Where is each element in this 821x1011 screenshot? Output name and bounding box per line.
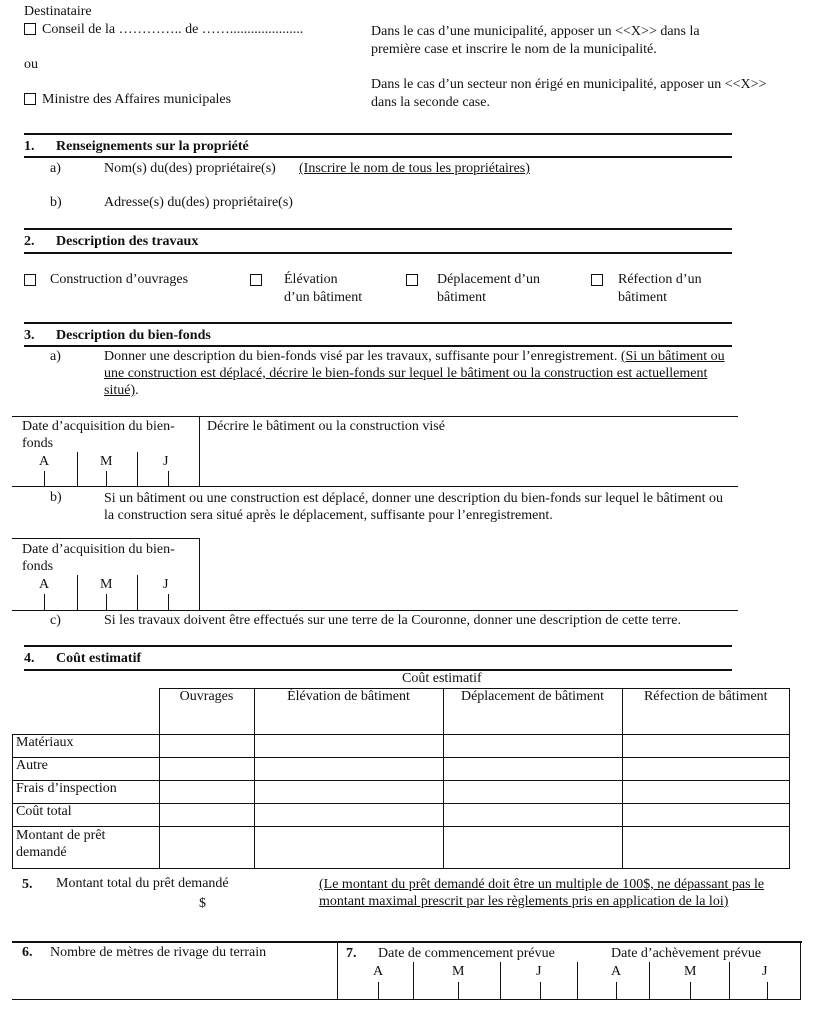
section-4-top-rule [24, 645, 732, 647]
start-tick-m [458, 982, 459, 1000]
end-tick-a [616, 982, 617, 1000]
cost-cell[interactable] [622, 735, 790, 758]
section-3-title: Description du bien-fonds [56, 328, 211, 343]
construction-label: Construction d’ouvrages [50, 272, 189, 287]
end-col-m: M [684, 964, 697, 979]
section-1-top-rule [24, 133, 732, 135]
date1-tick-m [106, 471, 107, 486]
elevation-label-1: Élévation [284, 272, 338, 287]
section-6-number: 6. [22, 945, 33, 960]
cost-table-caption: Coût estimatif [402, 671, 482, 686]
s3-a-end: . [135, 383, 139, 398]
deplacement-label-1: Déplacement d’un [437, 272, 541, 287]
start-col-j: J [536, 964, 542, 979]
refection-checkbox[interactable] [591, 274, 603, 286]
start-date-label: Date de commencement prévue [378, 946, 555, 961]
deplacement-label-2: bâtiment [437, 290, 486, 305]
row-label-montant-pret: Montant de prêt demandé [13, 827, 160, 869]
row-label-cout-total: Coût total [13, 804, 160, 827]
section-2-top-rule [24, 228, 732, 230]
s3-c-letter: c) [50, 613, 61, 628]
shoreline-label: Nombre de mètres de rivage du terrain [50, 945, 267, 960]
cost-cell[interactable] [254, 735, 443, 758]
elevation-label-2: d’un bâtiment [284, 290, 363, 305]
date2-tick-m [106, 594, 107, 610]
end-divider-1 [649, 962, 650, 1000]
cost-cell[interactable] [443, 758, 622, 781]
date1-divider-1 [77, 452, 78, 486]
section-3-number: 3. [24, 328, 35, 343]
date1-tick-a [44, 471, 45, 486]
loan-note: (Le montant du prêt demandé doit être un multiple de 100$, ne dépassant pas le montant maximal prescrit par les règlements pris en application de la loi) [319, 877, 765, 909]
date2-tick-j [168, 594, 169, 610]
date1-divider-2 [137, 452, 138, 486]
section-7-number: 7. [346, 946, 357, 961]
cost-cell[interactable] [443, 735, 622, 758]
start-col-a: A [373, 964, 384, 979]
section-2-number: 2. [24, 234, 35, 249]
refection-label-2: bâtiment [618, 290, 667, 305]
section-7-right-border [800, 941, 801, 1000]
date1-label-1: Date d’acquisition du bien- [22, 419, 175, 434]
cost-cell[interactable] [159, 735, 254, 758]
s3-c-text: Si les travaux doivent être effectués sur une terre de la Couronne, donner une description de cette terre. [104, 613, 682, 628]
cost-cell[interactable] [159, 827, 254, 869]
construction-checkbox[interactable] [24, 274, 36, 286]
section-4-bottom-rule [24, 669, 732, 671]
end-date-label: Date d’achèvement prévue [611, 946, 762, 961]
owner-names-note: (Inscrire le nom de tous les propriétaires) [299, 161, 530, 176]
section-6-top-rule [12, 941, 802, 943]
cost-cell[interactable] [254, 758, 443, 781]
owner-names-label: Nom(s) du(des) propriétaire(s) [104, 161, 276, 176]
s3-a-note: (Si un bâtiment ou une construction est déplacé, décrire le bien-fonds sur lequel le bâtiment ou la construction est actuellement situé) [104, 349, 725, 398]
start-end-divider [577, 962, 578, 1000]
section-3-top-rule [24, 322, 732, 324]
section-4-title: Coût estimatif [56, 651, 142, 666]
end-col-j: J [762, 964, 768, 979]
s3-a-text [104, 348, 744, 399]
section-2-bottom-rule [24, 252, 732, 254]
cost-cell[interactable] [159, 781, 254, 804]
s3-b-text: Si un bâtiment ou une construction est déplacé, donner une description du bien-fonds sur lequel le bâtiment ou la construction sera situé après le déplacement, suffisante pour l’enregistrement. [104, 491, 723, 523]
section-7-left-border [337, 941, 338, 1000]
row-label-frais: Frais d’inspection [13, 781, 160, 804]
cost-table-corner [13, 689, 160, 735]
date2-label-1: Date d’acquisition du bien- [22, 542, 175, 557]
section-3-bottom-rule [24, 345, 732, 347]
date2-divider-1 [77, 575, 78, 610]
date2-label-2: fonds [22, 559, 54, 574]
section-2-title: Description des travaux [56, 234, 199, 249]
conseil-checkbox[interactable] [24, 23, 36, 35]
row-label-materiaux: Matériaux [13, 735, 160, 758]
cost-cell[interactable] [443, 781, 622, 804]
end-tick-j [767, 982, 768, 1000]
date2-bottom-rule [12, 610, 738, 611]
col-header-deplacement: Déplacement de bâtiment [443, 689, 622, 735]
note-secteur: Dans le cas d’un secteur non érigé en municipalité, apposer un <<X>> dans la seconde case. [371, 77, 767, 110]
row-label-autre: Autre [13, 758, 160, 781]
section-4-number: 4. [24, 651, 35, 666]
end-divider-2 [729, 962, 730, 1000]
date2-col-j: J [163, 577, 169, 592]
dollar-sign: $ [199, 896, 206, 911]
cost-cell[interactable] [622, 804, 790, 827]
s3-b-letter: b) [50, 490, 62, 505]
cost-cell[interactable] [254, 781, 443, 804]
section-1-bottom-rule [24, 156, 732, 158]
s3-a-letter: a) [50, 349, 61, 364]
date1-top-rule [12, 416, 738, 417]
note-municipalite: Dans le cas d’une municipalité, apposer un <<X>> dans la première case et inscrire le nom de la municipalité. [371, 24, 700, 57]
date1-tick-j [168, 471, 169, 486]
cost-cell[interactable] [622, 827, 790, 869]
end-col-a: A [611, 964, 622, 979]
refection-label-1: Réfection d’un [618, 272, 702, 287]
cost-cell[interactable] [443, 804, 622, 827]
cost-cell[interactable] [254, 827, 443, 869]
date1-right-border [199, 416, 200, 486]
start-divider-2 [500, 962, 501, 1000]
s1-a-letter: a) [50, 161, 61, 176]
section-1-number: 1. [24, 139, 35, 154]
cost-cell[interactable] [622, 758, 790, 781]
col-header-elevation: Élévation de bâtiment [254, 689, 443, 735]
date2-tick-a [44, 594, 45, 610]
ou-label: ou [24, 57, 38, 72]
section-6-bottom-rule [12, 999, 801, 1000]
elevation-checkbox[interactable] [250, 274, 262, 286]
ministre-checkbox[interactable] [24, 93, 36, 105]
date2-top-rule [12, 538, 199, 539]
start-divider-1 [413, 962, 414, 1000]
cost-cell[interactable] [159, 758, 254, 781]
start-tick-a [378, 982, 379, 1000]
cost-table [12, 688, 790, 869]
cost-cell[interactable] [159, 804, 254, 827]
cost-cell[interactable] [254, 804, 443, 827]
section-1-title: Renseignements sur la propriété [56, 139, 249, 154]
deplacement-checkbox[interactable] [406, 274, 418, 286]
start-col-m: M [452, 964, 465, 979]
end-tick-m [690, 982, 691, 1000]
owner-address-label: Adresse(s) du(des) propriétaire(s) [104, 195, 293, 210]
cost-cell[interactable] [443, 827, 622, 869]
decrire-label: Décrire le bâtiment ou la construction visé [207, 419, 445, 434]
destinataire-label: Destinataire [24, 4, 92, 19]
section-5-number: 5. [22, 877, 33, 892]
date1-col-j: J [163, 454, 169, 469]
date1-label-2: fonds [22, 436, 54, 451]
s1-b-letter: b) [50, 195, 62, 210]
date1-col-a: A [39, 454, 50, 469]
date1-col-m: M [100, 454, 113, 469]
conseil-label: Conseil de la ………….. de ……..................... [42, 22, 304, 37]
s3-a-main: Donner une description du bien-fonds visé par les travaux, suffisante pour l’enregistrement. [104, 349, 618, 364]
start-tick-j [540, 982, 541, 1000]
date2-col-m: M [100, 577, 113, 592]
date1-bottom-rule [12, 486, 738, 487]
date2-divider-2 [137, 575, 138, 610]
col-header-refection: Réfection de bâtiment [622, 689, 790, 735]
total-loan-label: Montant total du prêt demandé [56, 876, 229, 891]
col-header-ouvrages: Ouvrages [159, 689, 254, 735]
date2-right-border [199, 538, 200, 610]
cost-cell[interactable] [622, 781, 790, 804]
ministre-label: Ministre des Affaires municipales [42, 92, 232, 107]
date2-col-a: A [39, 577, 50, 592]
